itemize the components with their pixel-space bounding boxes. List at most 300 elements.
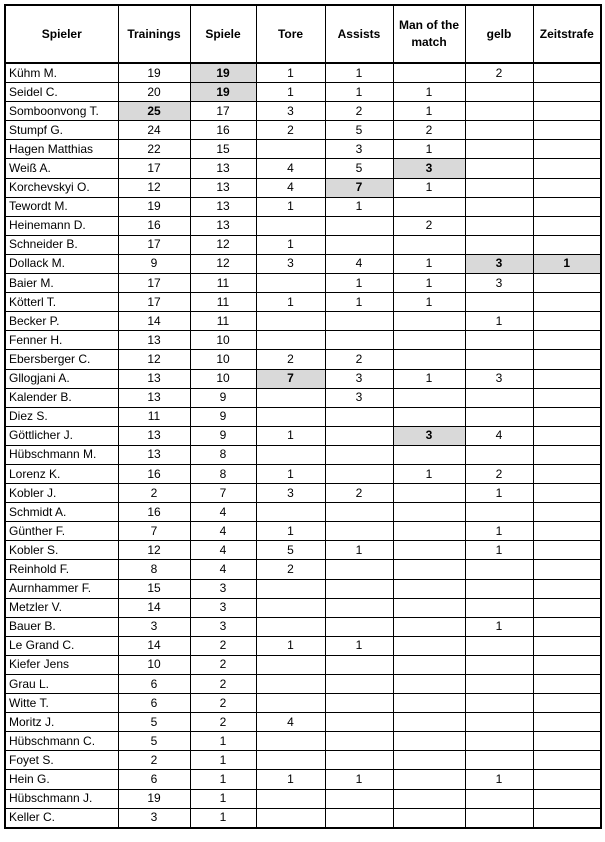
stat-cell: 3 <box>465 369 533 388</box>
stat-cell <box>465 598 533 617</box>
player-name-cell: Seidel C. <box>5 83 118 102</box>
stat-cell: 4 <box>256 713 325 732</box>
table-row <box>5 484 601 503</box>
stat-cell <box>533 732 601 751</box>
stat-cell <box>533 751 601 770</box>
table-row <box>5 178 601 197</box>
stat-cell <box>325 732 393 751</box>
player-name-cell: Keller C. <box>5 808 118 828</box>
stat-cell: 4 <box>190 522 256 541</box>
stat-cell: 3 <box>118 617 190 636</box>
stat-cell: 10 <box>190 331 256 350</box>
player-name-cell: Kobler S. <box>5 541 118 560</box>
stat-cell: 1 <box>325 197 393 216</box>
table-row <box>5 560 601 579</box>
table-body <box>5 63 601 828</box>
stat-cell: 19 <box>190 83 256 102</box>
stat-cell <box>325 789 393 808</box>
stat-cell <box>465 713 533 732</box>
stat-cell: 2 <box>325 102 393 121</box>
column-header: Assists <box>325 5 393 63</box>
stat-cell <box>256 407 325 426</box>
stat-cell: 7 <box>190 484 256 503</box>
player-stats-table <box>4 4 602 829</box>
stat-cell: 1 <box>465 522 533 541</box>
player-name-cell: Ebersberger C. <box>5 350 118 369</box>
stat-cell: 1 <box>190 808 256 828</box>
stat-cell: 1 <box>393 102 465 121</box>
player-name-cell: Le Grand C. <box>5 636 118 655</box>
stat-cell: 4 <box>325 254 393 273</box>
stat-cell <box>465 331 533 350</box>
column-header: gelb <box>465 5 533 63</box>
stat-cell: 2 <box>190 694 256 713</box>
table-row <box>5 503 601 522</box>
stat-cell <box>325 426 393 445</box>
stat-cell <box>325 808 393 828</box>
player-name-cell: Becker P. <box>5 312 118 331</box>
table-row <box>5 675 601 694</box>
stat-cell <box>325 407 393 426</box>
table-row <box>5 636 601 655</box>
stat-cell: 17 <box>118 235 190 254</box>
table-row <box>5 83 601 102</box>
stat-cell: 1 <box>325 636 393 655</box>
stat-cell <box>465 789 533 808</box>
stat-cell: 11 <box>118 407 190 426</box>
stat-cell: 6 <box>118 694 190 713</box>
stat-cell <box>533 369 601 388</box>
stat-cell <box>393 331 465 350</box>
stat-cell: 5 <box>325 121 393 140</box>
stat-cell: 16 <box>118 464 190 483</box>
stat-cell <box>325 560 393 579</box>
stat-cell: 7 <box>118 522 190 541</box>
table-row <box>5 140 601 159</box>
table-row <box>5 388 601 407</box>
stat-cell <box>533 63 601 83</box>
stat-cell: 8 <box>190 445 256 464</box>
stat-cell: 1 <box>190 770 256 789</box>
stat-cell <box>393 312 465 331</box>
stat-cell <box>393 522 465 541</box>
stat-cell <box>533 426 601 445</box>
stat-cell <box>533 331 601 350</box>
table-row <box>5 579 601 598</box>
stat-cell <box>533 350 601 369</box>
stat-cell: 3 <box>256 102 325 121</box>
stat-cell <box>393 560 465 579</box>
stat-cell: 15 <box>190 140 256 159</box>
stat-cell: 1 <box>393 369 465 388</box>
stat-cell: 7 <box>325 178 393 197</box>
stat-cell <box>256 617 325 636</box>
stat-cell <box>393 407 465 426</box>
table-row <box>5 751 601 770</box>
stat-cell: 16 <box>118 503 190 522</box>
stat-cell: 16 <box>190 121 256 140</box>
stat-cell <box>533 235 601 254</box>
player-name-cell: Metzler V. <box>5 598 118 617</box>
stat-cell: 9 <box>118 254 190 273</box>
stat-cell <box>325 522 393 541</box>
stat-cell <box>393 713 465 732</box>
player-name-cell: Dollack M. <box>5 254 118 273</box>
stat-cell: 7 <box>256 369 325 388</box>
stat-cell: 10 <box>190 369 256 388</box>
player-name-cell: Bauer B. <box>5 617 118 636</box>
stat-cell: 13 <box>118 426 190 445</box>
stat-cell: 14 <box>118 598 190 617</box>
stat-cell <box>325 617 393 636</box>
stat-cell: 17 <box>190 102 256 121</box>
player-name-cell: Hein G. <box>5 770 118 789</box>
stat-cell <box>256 579 325 598</box>
table-row <box>5 770 601 789</box>
stat-cell: 1 <box>393 178 465 197</box>
stat-cell <box>393 636 465 655</box>
stat-cell <box>465 235 533 254</box>
stat-cell: 16 <box>118 216 190 235</box>
stat-cell <box>393 598 465 617</box>
stat-cell <box>465 560 533 579</box>
stat-cell <box>393 675 465 694</box>
table-row <box>5 541 601 560</box>
stat-cell: 1 <box>256 197 325 216</box>
stat-cell: 4 <box>190 560 256 579</box>
table-row <box>5 254 601 273</box>
stat-cell: 13 <box>118 331 190 350</box>
stat-cell <box>533 293 601 312</box>
stat-cell: 3 <box>465 254 533 273</box>
stat-cell: 6 <box>118 770 190 789</box>
stat-cell: 5 <box>118 713 190 732</box>
stat-cell: 12 <box>190 254 256 273</box>
stat-cell <box>465 216 533 235</box>
stat-cell: 1 <box>325 770 393 789</box>
stat-cell: 1 <box>393 293 465 312</box>
stat-cell: 10 <box>190 350 256 369</box>
header-row <box>5 5 601 63</box>
stat-cell: 1 <box>465 541 533 560</box>
stat-cell: 2 <box>190 675 256 694</box>
stat-cell <box>325 713 393 732</box>
stat-cell: 13 <box>190 178 256 197</box>
stat-cell <box>465 159 533 178</box>
stat-cell: 19 <box>118 197 190 216</box>
player-name-cell: Korchevskyi O. <box>5 178 118 197</box>
stat-cell <box>533 464 601 483</box>
stat-cell <box>393 770 465 789</box>
stat-cell <box>256 503 325 522</box>
stat-cell <box>256 274 325 293</box>
stat-cell: 11 <box>190 293 256 312</box>
stat-cell: 15 <box>118 579 190 598</box>
stat-cell <box>256 694 325 713</box>
table-row <box>5 102 601 121</box>
stat-cell <box>533 216 601 235</box>
stat-cell <box>325 655 393 674</box>
stat-cell: 14 <box>118 636 190 655</box>
stat-cell: 11 <box>190 312 256 331</box>
stat-cell: 1 <box>256 636 325 655</box>
column-header: Spiele <box>190 5 256 63</box>
player-name-cell: Weiß A. <box>5 159 118 178</box>
stat-cell <box>465 579 533 598</box>
stat-cell <box>533 808 601 828</box>
stat-cell <box>325 751 393 770</box>
stat-cell <box>325 331 393 350</box>
stat-cell: 11 <box>190 274 256 293</box>
stat-cell: 2 <box>256 121 325 140</box>
stat-cell <box>533 312 601 331</box>
stat-cell: 20 <box>118 83 190 102</box>
stat-cell <box>256 331 325 350</box>
column-header: Man of the match <box>393 5 465 63</box>
stat-cell: 19 <box>118 789 190 808</box>
table-row <box>5 407 601 426</box>
stat-cell <box>465 121 533 140</box>
player-name-cell: Günther F. <box>5 522 118 541</box>
player-name-cell: Schneider B. <box>5 235 118 254</box>
stat-cell: 1 <box>190 751 256 770</box>
table-row <box>5 63 601 83</box>
stat-cell: 4 <box>256 159 325 178</box>
player-name-cell: Moritz J. <box>5 713 118 732</box>
stat-cell: 19 <box>190 63 256 83</box>
stat-cell: 12 <box>118 541 190 560</box>
stat-cell: 2 <box>118 484 190 503</box>
stat-cell: 1 <box>256 235 325 254</box>
stat-cell <box>465 503 533 522</box>
stat-cell <box>256 808 325 828</box>
stat-cell <box>393 350 465 369</box>
stat-cell: 8 <box>118 560 190 579</box>
stat-cell: 17 <box>118 274 190 293</box>
stat-cell <box>465 388 533 407</box>
stat-cell <box>465 732 533 751</box>
stat-cell <box>533 655 601 674</box>
stat-cell <box>393 63 465 83</box>
stat-cell <box>393 235 465 254</box>
stat-cell: 3 <box>256 254 325 273</box>
stat-cell <box>325 464 393 483</box>
stat-cell <box>393 751 465 770</box>
player-name-cell: Hübschmann M. <box>5 445 118 464</box>
table-row <box>5 732 601 751</box>
stat-cell <box>325 675 393 694</box>
column-header: Tore <box>256 5 325 63</box>
table-row <box>5 350 601 369</box>
table-row <box>5 293 601 312</box>
stat-cell <box>533 159 601 178</box>
stat-cell: 1 <box>465 484 533 503</box>
stat-cell: 1 <box>256 522 325 541</box>
stat-cell <box>465 694 533 713</box>
stat-cell <box>393 789 465 808</box>
stat-cell: 13 <box>118 388 190 407</box>
stat-cell <box>465 102 533 121</box>
table-row <box>5 808 601 828</box>
stat-cell: 2 <box>190 655 256 674</box>
stat-cell: 2 <box>325 350 393 369</box>
stat-cell <box>325 503 393 522</box>
stat-cell: 5 <box>256 541 325 560</box>
stat-cell <box>325 694 393 713</box>
stat-cell: 14 <box>118 312 190 331</box>
stat-cell <box>393 808 465 828</box>
player-name-cell: Tewordt M. <box>5 197 118 216</box>
stat-cell <box>533 83 601 102</box>
stat-cell: 1 <box>393 140 465 159</box>
stat-cell <box>533 636 601 655</box>
stat-cell: 25 <box>118 102 190 121</box>
stat-cell: 1 <box>533 254 601 273</box>
stat-cell: 2 <box>118 751 190 770</box>
table-row <box>5 159 601 178</box>
table-row <box>5 464 601 483</box>
stat-cell: 2 <box>190 713 256 732</box>
stat-cell <box>533 274 601 293</box>
stat-cell <box>393 503 465 522</box>
stat-cell: 4 <box>190 503 256 522</box>
stat-cell: 3 <box>393 159 465 178</box>
player-name-cell: Stumpf G. <box>5 121 118 140</box>
stat-cell <box>393 694 465 713</box>
stat-cell <box>465 350 533 369</box>
stat-cell <box>256 388 325 407</box>
stat-cell: 5 <box>325 159 393 178</box>
stat-cell <box>393 484 465 503</box>
stat-cell: 3 <box>393 426 465 445</box>
player-name-cell: Kühm M. <box>5 63 118 83</box>
stat-cell <box>533 541 601 560</box>
stat-cell: 1 <box>325 274 393 293</box>
player-name-cell: Heinemann D. <box>5 216 118 235</box>
stat-cell: 1 <box>393 83 465 102</box>
stat-cell: 1 <box>393 274 465 293</box>
player-name-cell: Reinhold F. <box>5 560 118 579</box>
stat-cell: 5 <box>118 732 190 751</box>
stat-cell: 6 <box>118 675 190 694</box>
stat-cell: 1 <box>256 426 325 445</box>
stat-cell <box>465 293 533 312</box>
stat-cell <box>256 598 325 617</box>
player-name-cell: Göttlicher J. <box>5 426 118 445</box>
stat-cell: 17 <box>118 293 190 312</box>
stat-cell <box>325 312 393 331</box>
stat-cell: 13 <box>190 197 256 216</box>
stat-cell: 3 <box>325 369 393 388</box>
stat-cell <box>256 789 325 808</box>
stat-cell: 4 <box>256 178 325 197</box>
table-row <box>5 426 601 445</box>
stat-cell: 12 <box>190 235 256 254</box>
stat-cell <box>533 694 601 713</box>
player-name-cell: Hübschmann J. <box>5 789 118 808</box>
stat-cell <box>533 484 601 503</box>
stat-cell: 1 <box>325 63 393 83</box>
stat-cell <box>393 197 465 216</box>
stat-cell: 1 <box>256 770 325 789</box>
table-row <box>5 713 601 732</box>
stat-cell <box>533 522 601 541</box>
table-row <box>5 312 601 331</box>
stat-cell <box>465 445 533 464</box>
stat-cell: 24 <box>118 121 190 140</box>
player-name-cell: Kötterl T. <box>5 293 118 312</box>
stat-cell <box>393 579 465 598</box>
stat-cell: 9 <box>190 407 256 426</box>
player-name-cell: Somboonvong T. <box>5 102 118 121</box>
stat-cell <box>533 770 601 789</box>
table-row <box>5 617 601 636</box>
table-row <box>5 331 601 350</box>
stat-cell: 9 <box>190 388 256 407</box>
stat-cell <box>533 445 601 464</box>
stat-cell <box>325 579 393 598</box>
table-row <box>5 235 601 254</box>
table-row <box>5 197 601 216</box>
stat-cell: 17 <box>118 159 190 178</box>
stat-cell: 1 <box>393 254 465 273</box>
stat-cell <box>533 617 601 636</box>
stat-cell: 1 <box>190 789 256 808</box>
stat-cell <box>256 312 325 331</box>
stat-cell <box>533 102 601 121</box>
column-header: Spieler <box>5 5 118 63</box>
table-row <box>5 445 601 464</box>
stat-cell <box>393 732 465 751</box>
stat-cell: 3 <box>190 598 256 617</box>
table-row <box>5 369 601 388</box>
table-row <box>5 274 601 293</box>
player-name-cell: Schmidt A. <box>5 503 118 522</box>
player-name-cell: Baier M. <box>5 274 118 293</box>
stat-cell: 2 <box>190 636 256 655</box>
stat-cell <box>533 503 601 522</box>
player-name-cell: Grau L. <box>5 675 118 694</box>
player-name-cell: Aurnhammer F. <box>5 579 118 598</box>
stat-cell <box>256 751 325 770</box>
table-row <box>5 694 601 713</box>
stat-cell <box>465 808 533 828</box>
stat-cell <box>533 560 601 579</box>
stat-cell: 13 <box>190 159 256 178</box>
stat-cell: 3 <box>325 388 393 407</box>
column-header: Trainings <box>118 5 190 63</box>
player-name-cell: Kobler J. <box>5 484 118 503</box>
stat-cell <box>533 407 601 426</box>
stat-cell <box>533 675 601 694</box>
stat-cell: 4 <box>465 426 533 445</box>
stat-cell: 8 <box>190 464 256 483</box>
player-name-cell: Diez S. <box>5 407 118 426</box>
stat-cell: 2 <box>393 121 465 140</box>
stat-cell <box>256 140 325 159</box>
stat-cell: 1 <box>256 63 325 83</box>
stat-cell: 2 <box>256 560 325 579</box>
stat-cell: 3 <box>465 274 533 293</box>
stat-cell: 1 <box>325 541 393 560</box>
stat-cell <box>465 140 533 159</box>
stat-cell: 1 <box>325 293 393 312</box>
stat-cell: 1 <box>465 770 533 789</box>
stat-cell: 1 <box>256 464 325 483</box>
stat-cell <box>325 235 393 254</box>
stat-cell: 1 <box>325 83 393 102</box>
table-row <box>5 598 601 617</box>
